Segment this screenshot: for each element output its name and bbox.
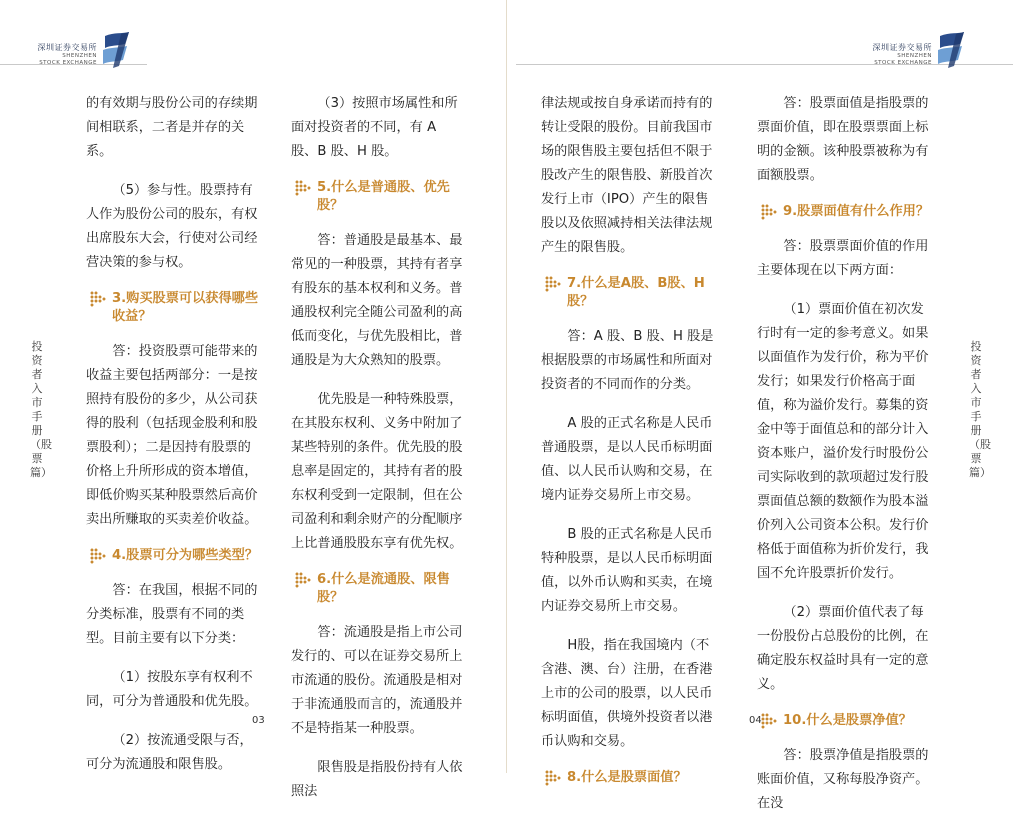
paragraph: 答：普通股是最基本、最常见的一种股票，其持有者享有股东的基本权利和义务。普通股权利完全随公司盈利的高低而变化，与优先股相比，普通股是为大众熟知的股票。 xyxy=(291,233,463,368)
page-spine xyxy=(506,0,507,773)
paragraph: 优先股是一种特殊股票，在其股东权利、义务中附加了某些特别的条件。优先股的股息率是固定的，其持有者的股东权利受到一定限制，但在公司盈利和剩余财产的分配顺序上比普通股股东享有优先权。 xyxy=(291,392,463,551)
paragraph: （2）按流通受限与否，可分为流通股和限售股。 xyxy=(86,733,253,772)
paragraph: 的有效期与股份公司的存续期间相联系，二者是并存的关系。 xyxy=(86,96,258,159)
paragraph: 答：在我国，根据不同的分类标准，股票有不同的类型。目前主要有以下分类： xyxy=(86,583,258,646)
szse-logo-right: 深圳证券交易所 SHENZHEN STOCK EXCHANGE xyxy=(880,30,970,70)
section-heading: 5.什么是普通股、优先股？ xyxy=(291,179,466,215)
diamond-bullet-icon xyxy=(295,572,311,594)
section-heading: 10.什么是股票净值？ xyxy=(757,712,932,730)
diamond-bullet-icon xyxy=(295,180,311,202)
logo-name-cn: 深圳证券交易所 xyxy=(37,43,97,52)
section-heading: 3.购买股票可以获得哪些收益？ xyxy=(86,290,261,326)
paragraph: 答：A 股、B 股、H 股是根据股票的市场属性和所面对投资者的不同而作的分类。 xyxy=(541,329,714,392)
paragraph: （1）票面价值在初次发行时有一定的参考意义。如果以面值作为发行价，称为平价发行；如果发行价格高于面值，称为溢价发行。募集的资金中等于面值总和的部分计入资本账户，溢价发行时股份公司实际收到的款项超过发行股票面值总额的数额作为股本溢价列入公司资本公积。发行价格低于面值称为折价发行，我国不允许股票折价发行。 xyxy=(757,302,929,581)
szse-logo-left: 深圳证券交易所 SHENZHEN STOCK EXCHANGE xyxy=(45,30,135,70)
paragraph: （2）票面价值代表了每一份股份占总股份的比例，在确定股东权益时具有一定的意义。 xyxy=(757,605,929,692)
paragraph: 答：流通股是指上市公司发行的、可以在证券交易所上市流通的股份。流通股是相对于非流通股而言的，流通股并不是特指某一种股票。 xyxy=(291,625,463,736)
section-heading: 9.股票面值有什么作用？ xyxy=(757,203,932,221)
page-number-left: 03 xyxy=(252,715,265,726)
right-page-column-1 xyxy=(541,92,716,801)
section-heading: 6.什么是流通股、限售股？ xyxy=(291,571,466,607)
diamond-bullet-icon xyxy=(761,713,777,735)
paragraph: 律法规或按自身承诺而持有的转让受限的股份。目前我国市场的限售股主要包括但不限于股改产生的限售股、新股首次发行上市（IPO）产生的限售股以及依照减持相关法律法规产生的限售股。 xyxy=(541,96,713,255)
paragraph: 答：股票净值是指股票的账面价值，又称每股净资产。在没 xyxy=(757,748,929,811)
paragraph: 答：投资股票可能带来的收益主要包括两部分：一是按照持有股份的多少，从公司获得的股利（包括现金股利和股票股利）；二是因持有股票的价格上升所形成的资本增值，即低价购买某种股票然后高价卖出所赚取的买卖差价收益。 xyxy=(86,344,258,527)
szse-emblem-icon xyxy=(934,30,970,70)
paragraph: B 股的正式名称是人民币特种股票，是以人民币标明面值，以外币认购和买卖，在境内证券交易所上市交易。 xyxy=(541,527,713,614)
page-number-right: 04 xyxy=(749,715,762,726)
section-heading: 7.什么是A股、B股、H股？ xyxy=(541,275,716,311)
diamond-bullet-icon xyxy=(545,276,561,298)
paragraph: 答：股票票面价值的作用主要体现在以下两方面： xyxy=(757,239,929,278)
szse-emblem-icon xyxy=(99,30,135,70)
diamond-bullet-icon xyxy=(761,204,777,226)
paragraph: （3）按照市场属性和所面对投资者的不同，有 A 股、B 股、H 股。 xyxy=(291,96,458,159)
paragraph: H股，指在我国境内（不含港、澳、台）注册，在香港上市的公司的股票，以人民币标明面值，供境外投资者以港币认购和交易。 xyxy=(541,638,713,749)
paragraph: （1）按股东享有权利不同，可分为普通股和优先股。 xyxy=(86,670,258,709)
diamond-bullet-icon xyxy=(90,548,106,570)
diamond-bullet-icon xyxy=(545,770,561,792)
paragraph: 答：股票面值是指股票的票面价值，即在股票票面上标明的金额。该种股票被称为有面额股票。 xyxy=(757,96,929,183)
paragraph: （5）参与性。股票持有人作为股份公司的股东，有权出席股东大会，行使对公司经营决策的参与权。 xyxy=(86,183,258,270)
left-page-column-1 xyxy=(86,92,261,792)
sidebar-title-right: 投资者入市手册（股票篇） xyxy=(969,340,991,479)
left-page-column-2 xyxy=(291,92,466,819)
section-heading: 4.股票可分为哪些类型？ xyxy=(86,547,261,565)
right-page-column-2 xyxy=(757,92,932,831)
paragraph: 限售股是指股份持有人依照法 xyxy=(291,760,463,799)
paragraph: A 股的正式名称是人民币普通股票，是以人民币标明面值、以人民币认购和交易，在境内证券交易所上市交易。 xyxy=(541,416,713,503)
diamond-bullet-icon xyxy=(90,291,106,313)
section-heading: 8.什么是股票面值？ xyxy=(541,769,716,787)
sidebar-title-left: 投资者入市手册（股票篇） xyxy=(30,340,52,479)
